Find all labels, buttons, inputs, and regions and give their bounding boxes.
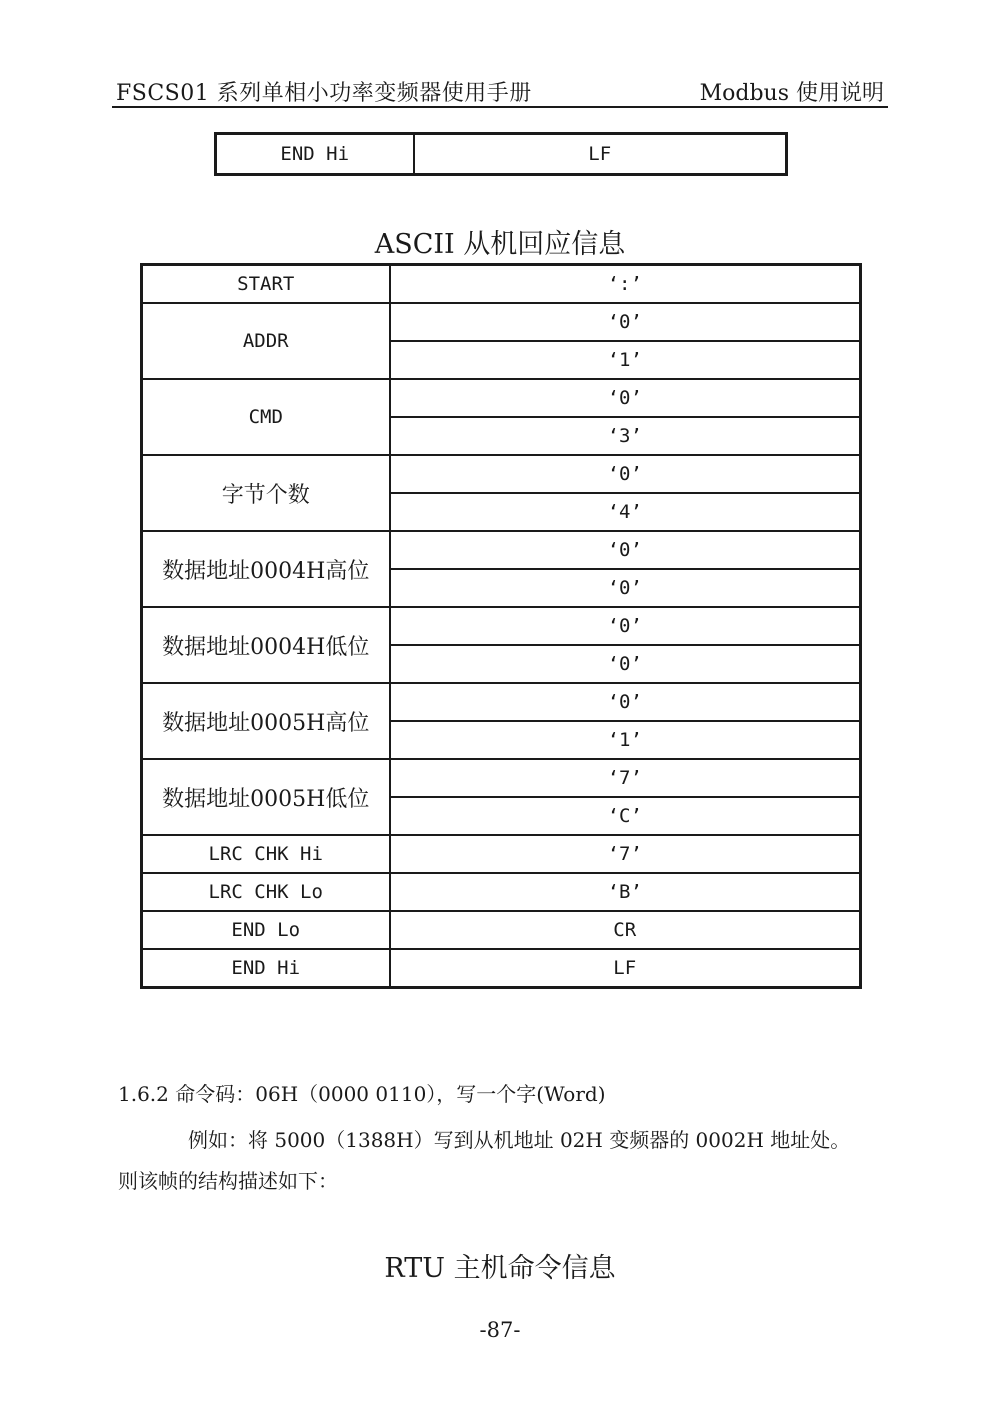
example-text: 例如：将 5000（1388H）写到从机地址 02H 变频器的 0002H 地址处。 bbox=[188, 1128, 851, 1152]
field-label: 数据地址0004H低位 bbox=[142, 607, 390, 683]
header-section-title: Modbus 使用说明 bbox=[699, 81, 884, 106]
field-label: ADDR bbox=[142, 303, 390, 379]
field-value: LF bbox=[390, 949, 861, 988]
field-label: 数据地址0005H高位 bbox=[142, 683, 390, 759]
table-row bbox=[142, 303, 861, 341]
field-label: END Hi bbox=[216, 134, 414, 175]
page-header bbox=[112, 72, 888, 106]
table-row bbox=[142, 873, 861, 911]
table-row bbox=[142, 759, 861, 797]
page-number: -87- bbox=[479, 1318, 521, 1342]
field-value: ‘0’ bbox=[390, 303, 861, 341]
field-value: ‘C’ bbox=[390, 797, 861, 835]
header-divider bbox=[112, 106, 888, 108]
field-label: CMD bbox=[142, 379, 390, 455]
field-value: ‘0’ bbox=[390, 531, 861, 569]
table-row bbox=[142, 683, 861, 721]
field-value: ‘4’ bbox=[390, 493, 861, 531]
field-value: ‘:’ bbox=[390, 265, 861, 304]
field-value: ‘1’ bbox=[390, 721, 861, 759]
table-row bbox=[142, 607, 861, 645]
table-row bbox=[142, 455, 861, 493]
field-value: ‘0’ bbox=[390, 455, 861, 493]
field-value: ‘3’ bbox=[390, 417, 861, 455]
field-value: CR bbox=[390, 911, 861, 949]
field-value: ‘0’ bbox=[390, 607, 861, 645]
ascii-response-table bbox=[140, 263, 862, 989]
table-row bbox=[216, 134, 787, 175]
field-value: ‘1’ bbox=[390, 341, 861, 379]
continued-table bbox=[214, 132, 788, 176]
table-row bbox=[142, 531, 861, 569]
header-manual-title: FSCS01 系列单相小功率变频器使用手册 bbox=[116, 81, 532, 106]
table-row bbox=[142, 835, 861, 873]
field-label: LRC CHK Hi bbox=[142, 835, 390, 873]
field-value: ‘B’ bbox=[390, 873, 861, 911]
field-label: 数据地址0005H低位 bbox=[142, 759, 390, 835]
field-value: ‘7’ bbox=[390, 835, 861, 873]
rtu-table-title: RTU 主机命令信息 bbox=[384, 1253, 616, 1284]
field-label: END Hi bbox=[142, 949, 390, 988]
table-row bbox=[142, 911, 861, 949]
field-label: LRC CHK Lo bbox=[142, 873, 390, 911]
field-label: START bbox=[142, 265, 390, 304]
table-row bbox=[142, 949, 861, 988]
section-heading: 1.6.2 命令码：06H（0000 0110），写一个字(Word) bbox=[118, 1082, 606, 1106]
table-row bbox=[142, 379, 861, 417]
field-value: ‘0’ bbox=[390, 645, 861, 683]
ascii-table-title: ASCII 从机回应信息 bbox=[374, 229, 626, 260]
example-text-continued: 则该帧的结构描述如下： bbox=[118, 1169, 338, 1193]
field-value: ‘0’ bbox=[390, 379, 861, 417]
field-label: 数据地址0004H高位 bbox=[142, 531, 390, 607]
field-value: ‘0’ bbox=[390, 683, 861, 721]
field-value: LF bbox=[414, 134, 787, 175]
field-label: END Lo bbox=[142, 911, 390, 949]
field-value: ‘7’ bbox=[390, 759, 861, 797]
field-value: ‘0’ bbox=[390, 569, 861, 607]
table-row bbox=[142, 265, 861, 304]
field-label: 字节个数 bbox=[142, 455, 390, 531]
